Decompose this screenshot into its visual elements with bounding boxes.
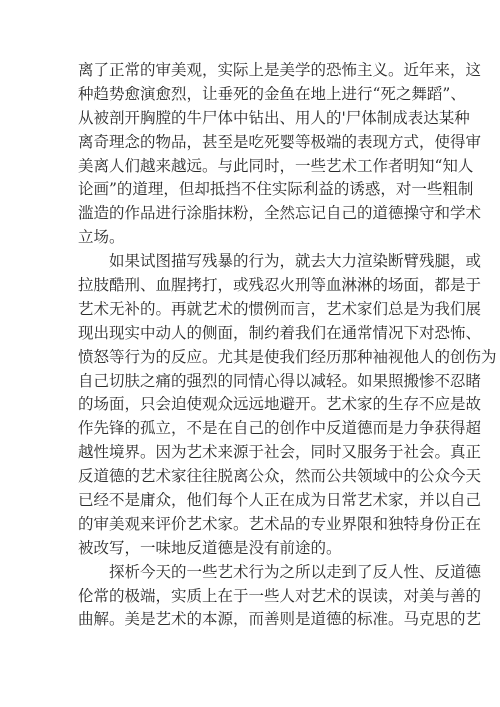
text-line: 的审美观来评价艺术家。艺术品的专业界限和独特身份正在 <box>78 514 482 533</box>
text-line: 种趋势愈演愈烈，让垂死的金鱼在地上进行“死之舞蹈”、 <box>78 84 466 103</box>
text-line: 如果试图描写残暴的行为，就去大力渲染断臂残腿，或 <box>109 252 482 271</box>
text-line: 滥造的作品进行涂脂抹粉，全然忘记自己的道德操守和学术 <box>78 204 482 223</box>
text-line: 离了正常的审美观，实际上是美学的恐怖主义。近年来，这 <box>78 61 482 79</box>
text-line: 被改写，一味地反道德是没有前途的。 <box>78 538 342 557</box>
text-line: 从被剖开胸膛的牛尸体中钻出、用人的'尸体制成表达某种 <box>78 108 470 127</box>
text-line: 论画”的道理，但却抵挡不住实际利益的诱惑，对一些粗制 <box>78 180 474 199</box>
body-text <box>78 59 497 632</box>
text-line: 曲解。美是艺术的本源，而善则是道德的标准。马克思的艺 <box>78 610 482 629</box>
text-line: 的场面，只会迫使观众远远地避开。艺术家的生存不应是故 <box>78 395 482 414</box>
text-line: 愤怒等行为的反应。尤其是使我们经历那种袖视他人的创伤为 <box>78 347 497 366</box>
text-line: 作先锋的孤立，不是在自己的创作中反道德而是力争获得超 <box>78 419 482 438</box>
text-line: 反道德的艺术家往往脱离公众，然而公共领域中的公众今天 <box>78 467 482 486</box>
text-line: 现出现实中动人的侧面，制约着我们在通常情况下对恐怖、 <box>78 323 482 342</box>
text-line: 立场。 <box>78 228 125 247</box>
text-line: 拉肢酷刑、血腥拷打，或残忍火刑等血淋淋的场面，都是于 <box>78 276 482 295</box>
text-line: 越性境界。因为艺术来源于社会，同时又服务于社会。真正 <box>78 443 482 462</box>
text-line: 自己切肤之痛的强烈的同情心得以减轻。如果照搬惨不忍睹 <box>78 371 482 390</box>
text-line: 探析今天的一些艺术行为之所以走到了反人性、反道德 <box>109 562 482 581</box>
text-line: 伦常的极端，实质上在于一些人对艺术的误读，对美与善的 <box>78 586 482 605</box>
text-line: 离奇理念的物品，甚至是吃死婴等极端的表现方式，使得审 <box>78 132 482 151</box>
text-line: 美离人们越来越远。与此同时，一些艺术工作者明知“知人 <box>78 156 474 175</box>
text-line: 艺术无补的。再就艺术的惯例而言，艺术家们总是为我们展 <box>78 299 482 318</box>
text-line: 已经不是庸众，他们每个人正在成为日常艺术家，并以自己 <box>78 491 482 510</box>
